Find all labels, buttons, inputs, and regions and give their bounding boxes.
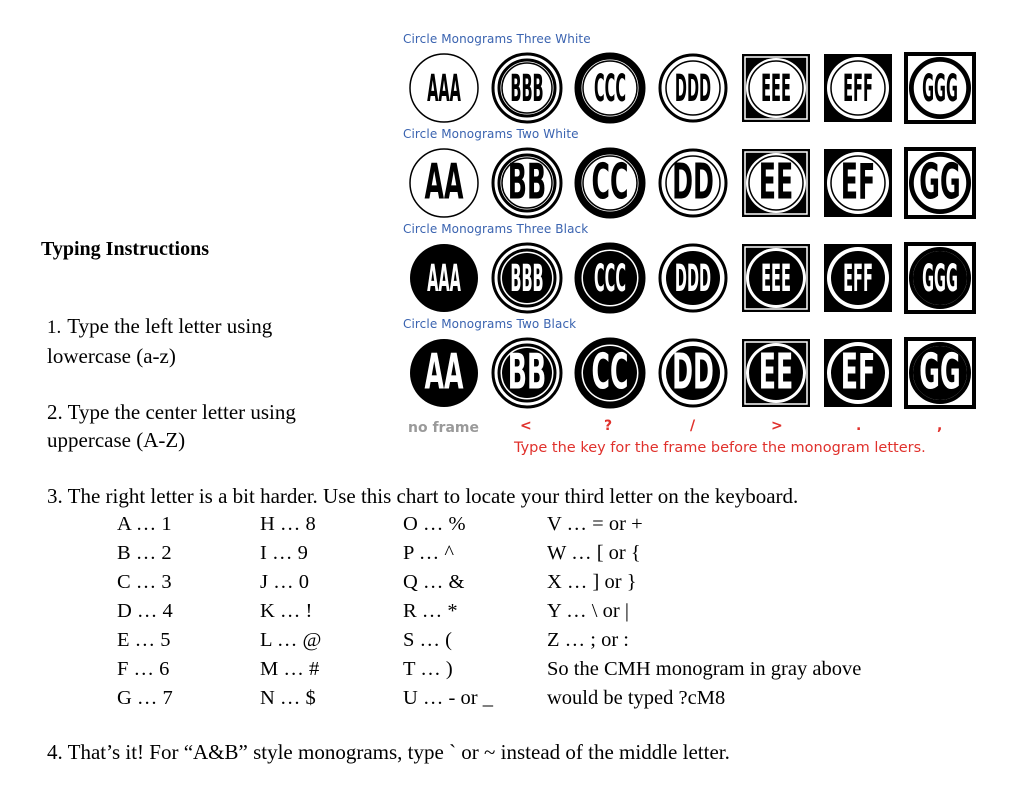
monogram-ccc (574, 242, 646, 314)
monogram-aaa (408, 52, 480, 124)
instructions-heading: Typing Instructions (41, 238, 210, 260)
chart-entry: Z … ; or : (547, 629, 629, 651)
chart-entry: P … ^ (403, 542, 455, 564)
row-label-two-black: Circle Monograms Two Black (403, 317, 577, 331)
chart-entry: L … @ (260, 629, 322, 651)
chart-entry: H … 8 (260, 513, 316, 535)
monogram-ggg (904, 242, 976, 314)
row-label-two-white: Circle Monograms Two White (403, 127, 579, 141)
step-1-number: 1. (47, 317, 62, 338)
svg-text:CCC: CCC (593, 65, 627, 111)
step-1-line-2: lowercase (a-z) (47, 344, 176, 368)
svg-text:DD: DD (672, 154, 714, 212)
svg-text:EF: EF (840, 154, 876, 212)
svg-text:EE: EE (758, 344, 794, 402)
monogram-bbb (491, 242, 563, 314)
chart-entry: O … % (403, 513, 466, 535)
svg-text:AAA: AAA (427, 255, 461, 301)
monogram-ee (740, 147, 812, 219)
chart-entry: F … 6 (117, 658, 170, 680)
monogram-cc (574, 337, 646, 409)
chart-entry: J … 0 (260, 571, 309, 593)
svg-text:GG: GG (919, 344, 961, 402)
frame-key: ? (604, 418, 613, 434)
svg-text:AA: AA (424, 344, 464, 402)
svg-text:EF: EF (840, 344, 876, 402)
step-1 (47, 312, 272, 370)
svg-text:EE: EE (758, 154, 794, 212)
chart-entry: K … ! (260, 600, 313, 622)
chart-entry: S … ( (403, 629, 452, 651)
chart-entry: D … 4 (117, 600, 173, 622)
row-label-three-black: Circle Monograms Three Black (403, 222, 589, 236)
chart-column-2 (260, 510, 321, 713)
chart-entry: W … [ or { (547, 542, 641, 564)
chart-entry: M … # (260, 658, 320, 680)
step-3: 3. The right letter is a bit harder. Use this chart to locate your third letter on the keyboard. (47, 484, 799, 508)
svg-text:EFF: EFF (843, 255, 873, 301)
chart-entry: would be typed ?cM8 (547, 687, 726, 709)
svg-text:CC: CC (591, 344, 629, 402)
monogram-ee (740, 337, 812, 409)
monogram-gg (904, 147, 976, 219)
svg-text:GG: GG (919, 154, 961, 212)
svg-text:EEE: EEE (761, 65, 791, 111)
chart-entry: B … 2 (117, 542, 172, 564)
chart-entry: G … 7 (117, 687, 173, 709)
step-2-line-2: uppercase (A-Z) (47, 428, 186, 452)
svg-text:DD: DD (672, 344, 714, 402)
step-1-line-1: Type the left letter using (67, 314, 273, 338)
frame-key: . (856, 418, 862, 434)
monogram-ddd (657, 242, 729, 314)
monogram-dd (657, 147, 729, 219)
svg-text:GGG: GGG (922, 65, 958, 111)
monogram-gg (904, 337, 976, 409)
frame-key: < (520, 418, 532, 434)
monogram-bb (491, 337, 563, 409)
monogram-eee (740, 242, 812, 314)
chart-entry: Y … \ or | (547, 600, 629, 622)
svg-text:GGG: GGG (922, 255, 958, 301)
chart-entry: C … 3 (117, 571, 172, 593)
monogram-ddd (657, 52, 729, 124)
step-2-line-1: 2. Type the center letter using (47, 400, 296, 424)
chart-entry: I … 9 (260, 542, 308, 564)
svg-text:CCC: CCC (593, 255, 627, 301)
no-frame-label: no frame (408, 420, 479, 436)
step-4: 4. That’s it! For “A&B” style monograms, type ` or ~ instead of the middle letter. (47, 740, 730, 764)
svg-text:DDD: DDD (674, 255, 712, 301)
svg-text:DDD: DDD (674, 65, 712, 111)
monogram-ggg (904, 52, 976, 124)
svg-text:BB: BB (507, 154, 547, 212)
svg-text:AA: AA (424, 154, 464, 212)
monogram-aa (408, 147, 480, 219)
monogram-eff (822, 52, 894, 124)
chart-column-1 (117, 510, 173, 713)
monogram-cc (574, 147, 646, 219)
chart-entry: A … 1 (117, 513, 172, 535)
monogram-ef (822, 337, 894, 409)
monogram-eff (822, 242, 894, 314)
frame-note: Type the key for the frame before the monogram letters. (514, 440, 926, 456)
chart-entry: T … ) (403, 658, 453, 680)
svg-text:CC: CC (591, 154, 629, 212)
frame-key: / (690, 418, 696, 434)
chart-column-4 (547, 510, 861, 713)
monogram-aaa (408, 242, 480, 314)
svg-text:BB: BB (507, 344, 547, 402)
monogram-eee (740, 52, 812, 124)
svg-text:AAA: AAA (427, 65, 461, 111)
monogram-dd (657, 337, 729, 409)
monogram-bbb (491, 52, 563, 124)
monogram-ccc (574, 52, 646, 124)
chart-entry: E … 5 (117, 629, 171, 651)
chart-entry: N … $ (260, 687, 316, 709)
chart-column-3 (403, 510, 493, 713)
svg-text:BBB: BBB (510, 65, 544, 111)
frame-key: , (937, 418, 943, 434)
svg-text:EFF: EFF (843, 65, 873, 111)
svg-text:EEE: EEE (761, 255, 791, 301)
chart-entry: So the CMH monogram in gray above (547, 658, 862, 680)
frame-key: > (771, 418, 783, 434)
monogram-bb (491, 147, 563, 219)
row-label-three-white: Circle Monograms Three White (403, 32, 591, 46)
chart-entry: U … - or _ (403, 687, 493, 709)
chart-entry: V … = or + (547, 513, 643, 535)
chart-entry: X … ] or } (547, 571, 637, 593)
chart-entry: Q … & (403, 571, 465, 593)
monogram-aa (408, 337, 480, 409)
svg-text:BBB: BBB (510, 255, 544, 301)
step-2 (47, 398, 296, 454)
chart-entry: R … * (403, 600, 458, 622)
monogram-ef (822, 147, 894, 219)
